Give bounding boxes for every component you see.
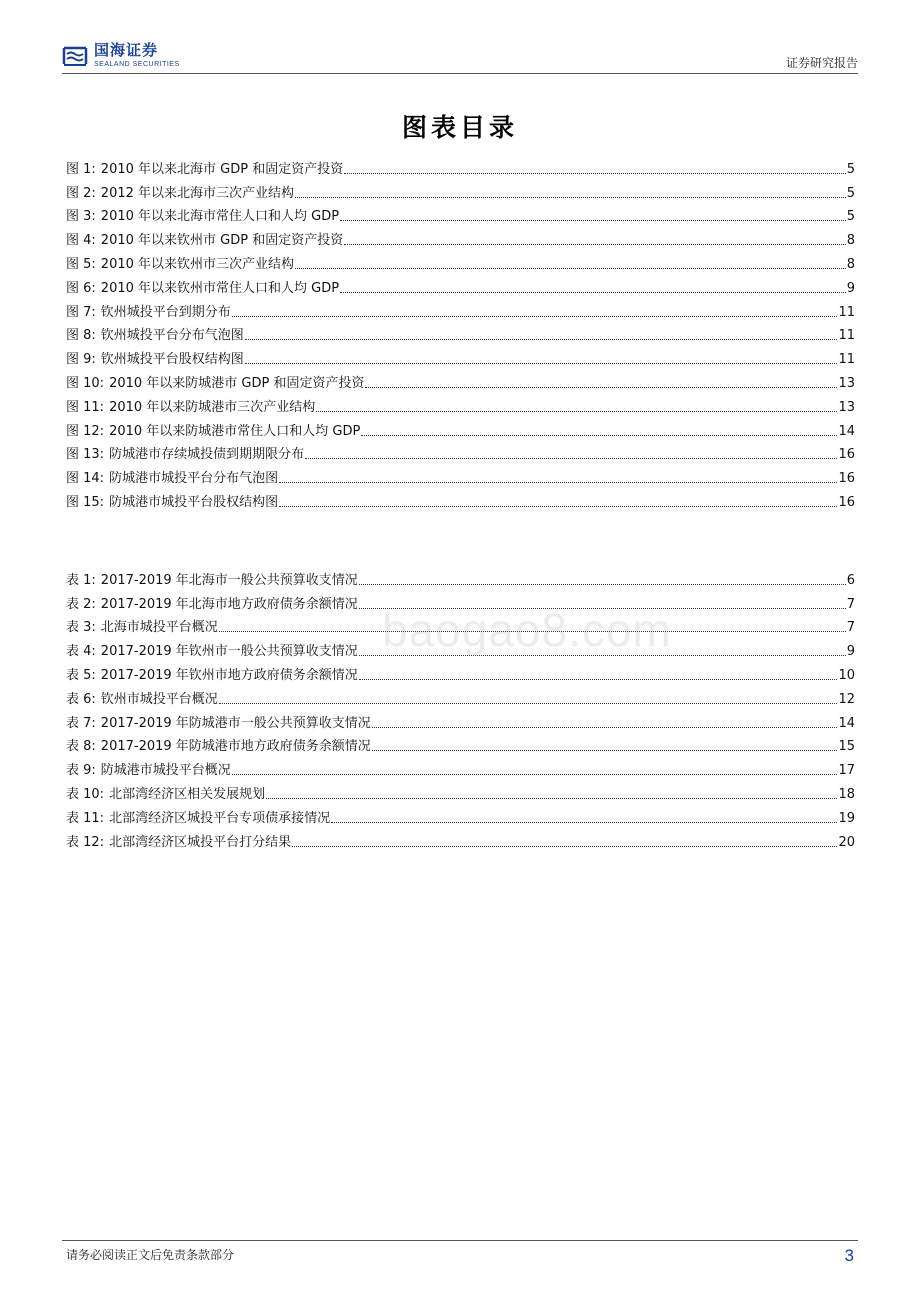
- entry-label: 表 10:: [66, 786, 105, 802]
- entry-label: 图 7:: [66, 304, 96, 320]
- entry-label: 图 5:: [66, 256, 96, 272]
- entry-label: 表 6:: [66, 691, 96, 707]
- entry-title: 2017-2019 年防城港市地方政府债务余额情况: [100, 739, 371, 755]
- entry-label: 图 9:: [66, 352, 96, 368]
- entry-title: 钦州城投平台分布气泡图: [100, 328, 244, 344]
- dot-leader: [295, 268, 846, 269]
- entry-page-number: 14: [838, 423, 855, 439]
- entry-title: 钦州城投平台到期分布: [100, 304, 231, 320]
- dot-leader: [232, 316, 838, 317]
- entry-label: 表 5:: [66, 667, 96, 683]
- entry-page-number: 5: [846, 185, 855, 201]
- entry-title: 2017-2019 年钦州市地方政府债务余额情况: [100, 667, 358, 683]
- dot-leader: [365, 387, 837, 388]
- dot-leader: [219, 703, 838, 704]
- dot-leader: [279, 506, 837, 507]
- table-toc-entry[interactable]: [66, 779, 855, 803]
- figure-toc-entry[interactable]: [66, 440, 855, 464]
- table-toc-entry[interactable]: [66, 613, 855, 637]
- figure-toc-entry[interactable]: [66, 416, 855, 440]
- entry-label: 表 3:: [66, 620, 96, 636]
- entry-title: 防城港市城投平台分布气泡图: [109, 471, 279, 487]
- dot-leader: [219, 631, 846, 632]
- company-logo: [62, 40, 180, 70]
- table-toc-entry[interactable]: [66, 708, 855, 732]
- entry-label: 图 2:: [66, 185, 96, 201]
- entry-page-number: 6: [846, 572, 855, 588]
- entry-label: 图 3:: [66, 209, 96, 225]
- figure-toc-entry[interactable]: [66, 368, 855, 392]
- watermark: baogao8.com: [382, 604, 672, 656]
- entry-label: 图 10:: [66, 375, 105, 391]
- entry-page-number: 5: [846, 209, 855, 225]
- dot-leader: [316, 411, 837, 412]
- entry-page-number: 19: [838, 810, 855, 826]
- figure-toc-entry[interactable]: [66, 154, 855, 178]
- footer-divider: [62, 1240, 858, 1241]
- sealand-logo-icon: [62, 42, 88, 68]
- dot-leader: [359, 584, 846, 585]
- entry-page-number: 9: [846, 644, 855, 660]
- entry-label: 图 13:: [66, 447, 105, 463]
- entry-title: 防城港市城投平台概况: [100, 763, 231, 779]
- entry-label: 图 11:: [66, 399, 105, 415]
- figure-toc-entry[interactable]: [66, 249, 855, 273]
- dot-leader: [340, 220, 846, 221]
- entry-label: 表 12:: [66, 834, 105, 850]
- table-toc-entry[interactable]: [66, 755, 855, 779]
- footer-disclaimer: 请务必阅读正文后免责条款部分: [66, 1248, 235, 1262]
- dot-leader: [266, 798, 837, 799]
- entry-page-number: 14: [838, 715, 855, 731]
- entry-page-number: 7: [846, 596, 855, 612]
- entry-label: 表 4:: [66, 644, 96, 660]
- figure-toc-entry[interactable]: [66, 202, 855, 226]
- entry-label: 表 1:: [66, 572, 96, 588]
- entry-label: 图 8:: [66, 328, 96, 344]
- entry-title: 钦州市城投平台概况: [100, 691, 218, 707]
- entry-label: 表 8:: [66, 739, 96, 755]
- dot-leader: [372, 750, 838, 751]
- dot-leader: [344, 173, 846, 174]
- entry-page-number: 15: [838, 739, 855, 755]
- figure-toc-entry[interactable]: [66, 463, 855, 487]
- entry-page-number: 11: [838, 304, 855, 320]
- dot-leader: [359, 608, 846, 609]
- entry-label: 图 14:: [66, 471, 105, 487]
- dot-leader: [292, 846, 837, 847]
- entry-page-number: 9: [846, 280, 855, 296]
- entry-page-number: 7: [846, 620, 855, 636]
- entry-page-number: 17: [838, 763, 855, 779]
- dot-leader: [359, 679, 838, 680]
- entry-title: 2010 年以来钦州市三次产业结构: [100, 256, 295, 272]
- entry-label: 图 15:: [66, 494, 105, 510]
- table-toc-entry[interactable]: [66, 589, 855, 613]
- entry-title: 2017-2019 年防城港市一般公共预算收支情况: [100, 715, 371, 731]
- entry-label: 图 4:: [66, 233, 96, 249]
- figure-toc-entry[interactable]: [66, 178, 855, 202]
- figure-list: [66, 154, 855, 511]
- entry-label: 表 11:: [66, 810, 105, 826]
- dot-leader: [279, 482, 837, 483]
- entry-page-number: 11: [838, 328, 855, 344]
- page-title: 图表目录: [401, 113, 518, 142]
- figure-toc-entry[interactable]: [66, 344, 855, 368]
- dot-leader: [359, 655, 846, 656]
- entry-title: 2010 年以来防城港市常住人口和人均 GDP: [109, 423, 361, 439]
- entry-page-number: 16: [838, 471, 855, 487]
- entry-title: 北海市城投平台概况: [100, 620, 218, 636]
- figure-toc-entry[interactable]: [66, 321, 855, 345]
- entry-label: 图 6:: [66, 280, 96, 296]
- entry-title: 2010 年以来钦州市 GDP 和固定资产投资: [100, 233, 344, 249]
- page-number: 3: [844, 1246, 854, 1265]
- entry-title: 北部湾经济区城投平台专项债承接情况: [109, 810, 331, 826]
- entry-title: 2017-2019 年钦州市一般公共预算收支情况: [100, 644, 358, 660]
- entry-label: 表 2:: [66, 596, 96, 612]
- dot-leader: [245, 363, 838, 364]
- figure-toc-entry[interactable]: [66, 487, 855, 511]
- entry-label: 表 7:: [66, 715, 96, 731]
- entry-title: 2017-2019 年北海市一般公共预算收支情况: [100, 572, 358, 588]
- entry-title: 钦州城投平台股权结构图: [100, 352, 244, 368]
- header-divider: [62, 73, 858, 74]
- dot-leader: [245, 339, 838, 340]
- entry-page-number: 12: [838, 691, 855, 707]
- entry-title: 北部湾经济区城投平台打分结果: [109, 834, 292, 850]
- entry-title: 2010 年以来钦州市常住人口和人均 GDP: [100, 280, 340, 296]
- entry-page-number: 20: [838, 834, 855, 850]
- dot-leader: [232, 774, 838, 775]
- entry-page-number: 16: [838, 447, 855, 463]
- dot-leader: [372, 727, 838, 728]
- dot-leader: [295, 197, 846, 198]
- dot-leader: [344, 244, 846, 245]
- table-list: [66, 565, 855, 851]
- entry-page-number: 16: [838, 494, 855, 510]
- entry-title: 2017-2019 年北海市地方政府债务余额情况: [100, 596, 358, 612]
- entry-label: 图 12:: [66, 423, 105, 439]
- entry-title: 2010 年以来北海市常住人口和人均 GDP: [100, 209, 340, 225]
- table-toc-entry[interactable]: [66, 684, 855, 708]
- entry-page-number: 13: [838, 399, 855, 415]
- table-toc-entry[interactable]: [66, 565, 855, 589]
- table-toc-entry[interactable]: [66, 636, 855, 660]
- entry-title: 2012 年以来北海市三次产业结构: [100, 185, 295, 201]
- entry-label: 图 1:: [66, 161, 96, 177]
- entry-page-number: 18: [838, 786, 855, 802]
- entry-title: 防城港市城投平台股权结构图: [109, 494, 279, 510]
- entry-page-number: 10: [838, 667, 855, 683]
- entry-page-number: 5: [846, 161, 855, 177]
- entry-title: 2010 年以来防城港市三次产业结构: [109, 399, 316, 415]
- dot-leader: [361, 435, 837, 436]
- entry-page-number: 11: [838, 352, 855, 368]
- entry-page-number: 13: [838, 375, 855, 391]
- entry-page-number: 8: [846, 233, 855, 249]
- figure-toc-entry[interactable]: [66, 225, 855, 249]
- figure-toc-entry[interactable]: [66, 392, 855, 416]
- table-toc-entry[interactable]: [66, 827, 855, 851]
- table-toc-entry[interactable]: [66, 732, 855, 756]
- dot-leader: [340, 292, 846, 293]
- figure-toc-entry[interactable]: [66, 297, 855, 321]
- dot-leader: [331, 822, 837, 823]
- table-toc-entry[interactable]: [66, 803, 855, 827]
- report-type-label: 证券研究报告: [785, 56, 858, 70]
- entry-page-number: 8: [846, 256, 855, 272]
- entry-title: 防城港市存续城投债到期期限分布: [109, 447, 305, 463]
- logo-chinese-name: 国海证券: [94, 40, 159, 59]
- entry-title: 2010 年以来防城港市 GDP 和固定资产投资: [109, 375, 365, 391]
- dot-leader: [305, 458, 837, 459]
- figure-toc-entry[interactable]: [66, 273, 855, 297]
- logo-english-name: SEALAND SECURITIES: [94, 60, 180, 68]
- entry-label: 表 9:: [66, 763, 96, 779]
- entry-title: 北部湾经济区相关发展规划: [109, 786, 266, 802]
- table-toc-entry[interactable]: [66, 660, 855, 684]
- page-header: [62, 40, 858, 74]
- entry-title: 2010 年以来北海市 GDP 和固定资产投资: [100, 161, 344, 177]
